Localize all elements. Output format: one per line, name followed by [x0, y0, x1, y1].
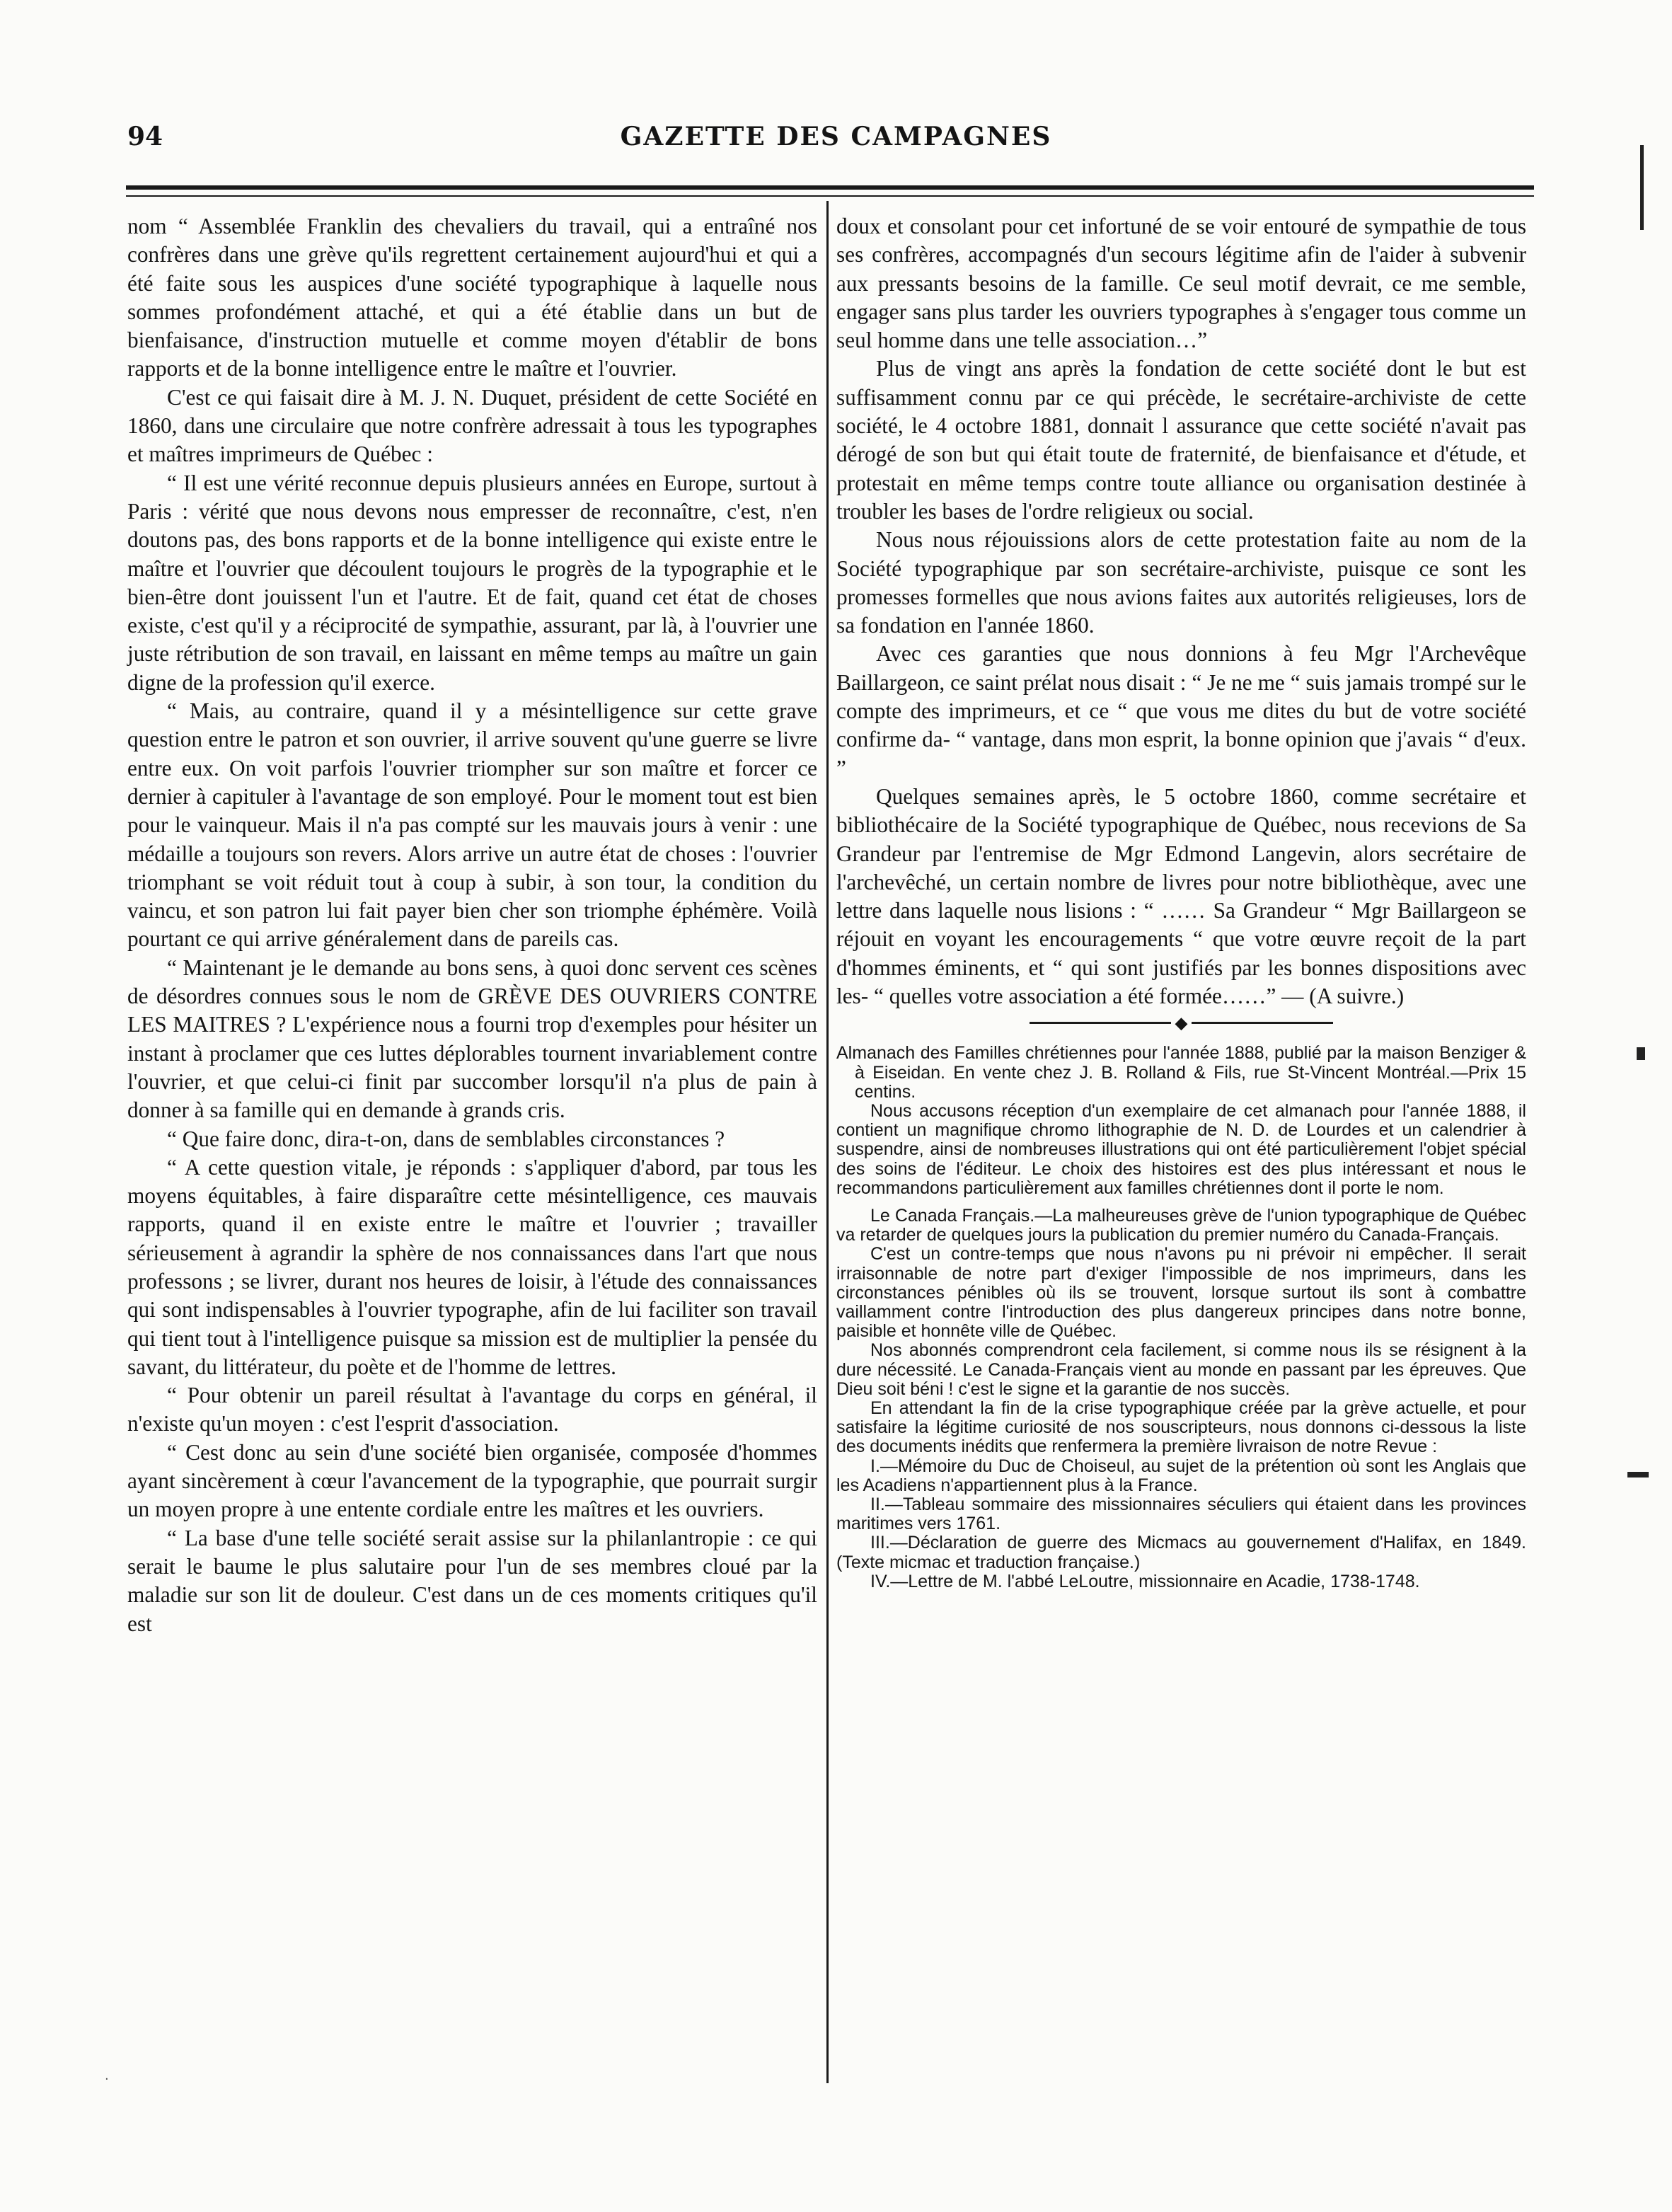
document-list-item: IV.—Lettre de M. l'abbé LeLoutre, missionnaire en Acadie, 1738-1748.	[870, 1571, 1420, 1591]
margin-mark-middle	[1637, 1047, 1645, 1060]
left-paragraph-5: “ Maintenant je le demande au bons sens, à quoi donc servent ces scènes de désordres connues sous le nom de GRÈVE DES OUVRIERS CONTRE LES MAITRES ? L'expérience nous a fourni trop d'exemples pour hésiter un instant à proclamer que ces luttes déplorables tournent invariablement contre l'ouvrier, et que celui-ci finit par succomber lorsqu'il n'a plus de pain à donner à sa famille qui en demande à grands cris.	[127, 955, 817, 1123]
right-paragraph-3: Nous nous réjouissions alors de cette protestation faite au nom de la Société typographique par son secrétaire-archiviste, puisque ce sont les promesses formelles que nous avions faites aux autorités religieuses, lors de sa fondation en l'année 1860.	[836, 527, 1526, 638]
left-paragraph-6: “ Que faire donc, dira-t-on, dans de semblables circonstances ?	[167, 1126, 725, 1151]
left-paragraph-1: nom “ Assemblée Franklin des chevaliers du travail, qui a entraîné nos confrères dans une grève qu'ils regrettent certainement aujourd'hui et qui a été faite sous les auspices d'une société typographique à laquelle nous sommes profondément attaché, et qui a été établie dans un but de bienfaisance, d'instruction mutuelle et comme moyen d'établir de bons rapports et de la bonne intelligence entre le maître et l'ouvrier.	[127, 214, 817, 381]
section-separator: ◆	[836, 1016, 1526, 1031]
almanach-body: Nous accusons réception d'un exemplaire de cet almanach pour l'année 1888, il contient un magnifique chromo lithographie de N. D. de Lourdes et un calendrier à suspendre, ainsi de nombreuses illustrations qui ont été particulièrement l'objet spécial des soins de l'éditeur. Le choix des histoires est des plus intéressant et nous le recommandons particulièrement aux familles chrétiennes dont il porte le nom.	[836, 1100, 1526, 1198]
almanach-notice	[836, 1044, 1526, 1591]
column-divider	[826, 201, 829, 2083]
right-paragraph-4: Avec ces garanties que nous donnions à feu Mgr l'Archevêque Baillargeon, ce saint prélat nous disait : “ Je ne me “ suis jamais trompé sur le compte des imprimeurs, et ce “ que vous me dites du but de votre société confirme da- “ vantage, dans mon esprit, la bonne opinion que j'avais “ d'eux. ”	[836, 641, 1526, 780]
header-rule-thin	[126, 195, 1534, 197]
left-paragraph-2: C'est ce qui faisait dire à M. J. N. Duquet, président de cette Société en 1860, dans une circulaire que notre confrère adressait à tous les typographes et maîtres imprimeurs de Québec :	[127, 384, 817, 467]
document-list-item: I.—Mémoire du Duc de Choiseul, au sujet de la prétention où sont les Anglais que les Acadiens n'appartiennent plus à la France.	[836, 1456, 1526, 1495]
header-rule-thick	[126, 185, 1534, 190]
right-paragraph-5: Quelques semaines après, le 5 octobre 1860, comme secrétaire et bibliothécaire de la Société typographique de Québec, nous recevions de Sa Grandeur par l'entremise de Mgr Edmond Langevin, alors secrétaire de l'archevêché, un certain nombre de livres pour notre bibliothèque, avec une lettre dans laquelle nous lisions : “ …… Sa Grandeur “ Mgr Baillargeon se réjouit en voyant les encouragements “ que votre œuvre reçoit de la part d'hommes éminents, et “ qui sont justifiés par les bonnes dispositions avec les- “ quelles votre association a été formée……” — (A suivre.)	[836, 783, 1526, 1009]
right-paragraph-1: doux et consolant pour cet infortuné de se voir entouré de sympathie de tous ses confrères, accompagnés d'un secours légitime afin de l'aider à subvenir aux pressants besoins de la famille. Ce seul motif devrait, ce me semble, engager sans plus tarder les ouvriers typographes à s'engager tous comme un seul homme dans une telle association…”	[836, 214, 1526, 353]
margin-mark-top	[1640, 145, 1644, 230]
canada-paragraph-2: C'est un contre-temps que nous n'avons pu ni prévoir ni empêcher. Il serait irraisonnable de notre part d'exiger l'impossible de nos imprimeurs, dans les circonstances pénibles où ils se trouvent, lorsque surtout ils sont à combattre vaillamment contre l'introduction des plus dangereux principes dans notre bonne, paisible et honnête ville de Québec.	[836, 1244, 1526, 1342]
left-paragraph-4: “ Mais, au contraire, quand il y a mésintelligence sur cette grave question entre le patron et son ouvrier, il arrive souvent qu'une guerre se livre entre eux. On voit parfois l'ouvrier triompher sur son maître et forcer ce dernier à capituler à l'avantage de son employé. Pour le moment tout est bien pour le vainqueur. Mais il n'a pas compté sur les mauvais jours à venir : une médaille a toujours son revers. Alors arrive un autre état de choses : l'ouvrier triomphant se voit réduit tout à coup à subir, à son tour, la condition du vaincu, et son patron lui fait payer bien cher son triomphe éphémère. Voilà pourtant ce qui arrive généralement dans de pareils cas.	[127, 698, 817, 952]
document-list-item: II.—Tableau sommaire des missionnaires séculiers qui étaient dans les provinces maritimes vers 1761.	[836, 1494, 1526, 1534]
footer-mark: ·	[105, 2072, 109, 2087]
left-paragraph-8: “ Pour obtenir un pareil résultat à l'avantage du corps en général, il n'existe qu'un moyen : c'est l'esprit d'association.	[127, 1383, 817, 1436]
left-paragraph-3: “ Il est une vérité reconnue depuis plusieurs années en Europe, surtout à Paris : vérité que nous devons nous empresser de reconnaître, c'est, n'en doutons pas, des bons rapports et de la bonne intelligence qui existe entre le maître et l'ouvrier que découlent toujours le progrès de la typographie et le bien-être dont jouissent l'un et l'autre. Et de fait, quand cet état de choses existe, c'est qu'il y a réciprocité de sympathie, assurant, par là, à l'ouvrier une juste rétribution de son travail, en laissant en même temps au maître un gain digne de la profession qu'il exerce.	[127, 470, 817, 695]
left-paragraph-10: “ La base d'une telle société serait assise sur la philanlantropie : ce qui serait le baume le plus salutaire pour l'un de ses membres cloué par la maladie sur son lit de douleur. C'est dans un de ces moments critiques qu'il est	[127, 1525, 817, 1636]
page-header-title: GAZETTE DES CAMPAGNES	[620, 122, 1052, 151]
left-paragraph-9: “ Cest donc au sein d'une société bien organisée, composée d'hommes ayant sincèrement à cœur l'avancement de la typographie, que pourrait surgir un moyen propre à une entente cordiale entre les maîtres et les ouvriers.	[127, 1439, 817, 1522]
margin-mark-lower	[1627, 1472, 1649, 1477]
right-paragraph-2: Plus de vingt ans après la fondation de cette société dont le but est suffisamment connu par ce qui précède, le secrétaire-archiviste de cette société, le 4 octobre 1881, donnait l assurance que cette société n'avait pas dérogé de son but qui était toute de fraternité, de bienfaisance et d'étude, et protestait en même temps contre toute alliance ou organisation destinée à troubler les bases de l'ordre religieux ou social.	[836, 356, 1526, 524]
page-number: 94	[127, 122, 163, 151]
almanach-title: Almanach des Familles chrétiennes pour l'année 1888, publié par la maison Benziger & à Eiseidan. En vente chez J. B. Rolland & Fils, rue St-Vincent Montréal.—Prix 15 centins.	[836, 1043, 1526, 1102]
left-paragraph-7: “ A cette question vitale, je réponds : s'appliquer d'abord, par tous les moyens équitables, à faire disparaître cette mésintelligence, ces mauvais rapports, quand il en existe entre le maître et l'ouvrier ; travailler sérieusement à agrandir la sphère de nos connaissances dans l'art que nous professons ; se livrer, durant nos heures de loisir, à l'étude des connaissances qui sont indispensables à l'ouvrier typographe, afin de lui faciliter son travail qui tient tout à l'intelligence puisque sa mission est de multiplier la pensée du savant, du littérateur, du poète et de l'homme de lettres.	[127, 1154, 817, 1379]
canada-paragraph-3: Nos abonnés comprendront cela facilement, si comme nous ils se résignent à la dure nécessité. Le Canada-Français vient au monde en passant par les épreuves. Que Dieu soit béni ! c'est le signe et la garantie de nos succès.	[836, 1340, 1526, 1399]
right-column	[836, 212, 1526, 1591]
document-list-item: III.—Déclaration de guerre des Micmacs au gouvernement d'Halifax, en 1849. (Texte micmac et traduction française.)	[836, 1533, 1526, 1572]
left-column	[127, 212, 817, 1638]
canada-paragraph-1: Le Canada Français.—La malheureuses grève de l'union typographique de Québec va retarder de quelques jours la publication du premier numéro du Canada-Français.	[836, 1205, 1526, 1245]
canada-paragraph-4: En attendant la fin de la crise typographique créée par la grève actuelle, et pour satisfaire la légitime curiosité de nos souscripteurs, nous donnons ci-dessous la liste des documents inédits que renfermera la première livraison de notre Revue :	[836, 1398, 1526, 1457]
